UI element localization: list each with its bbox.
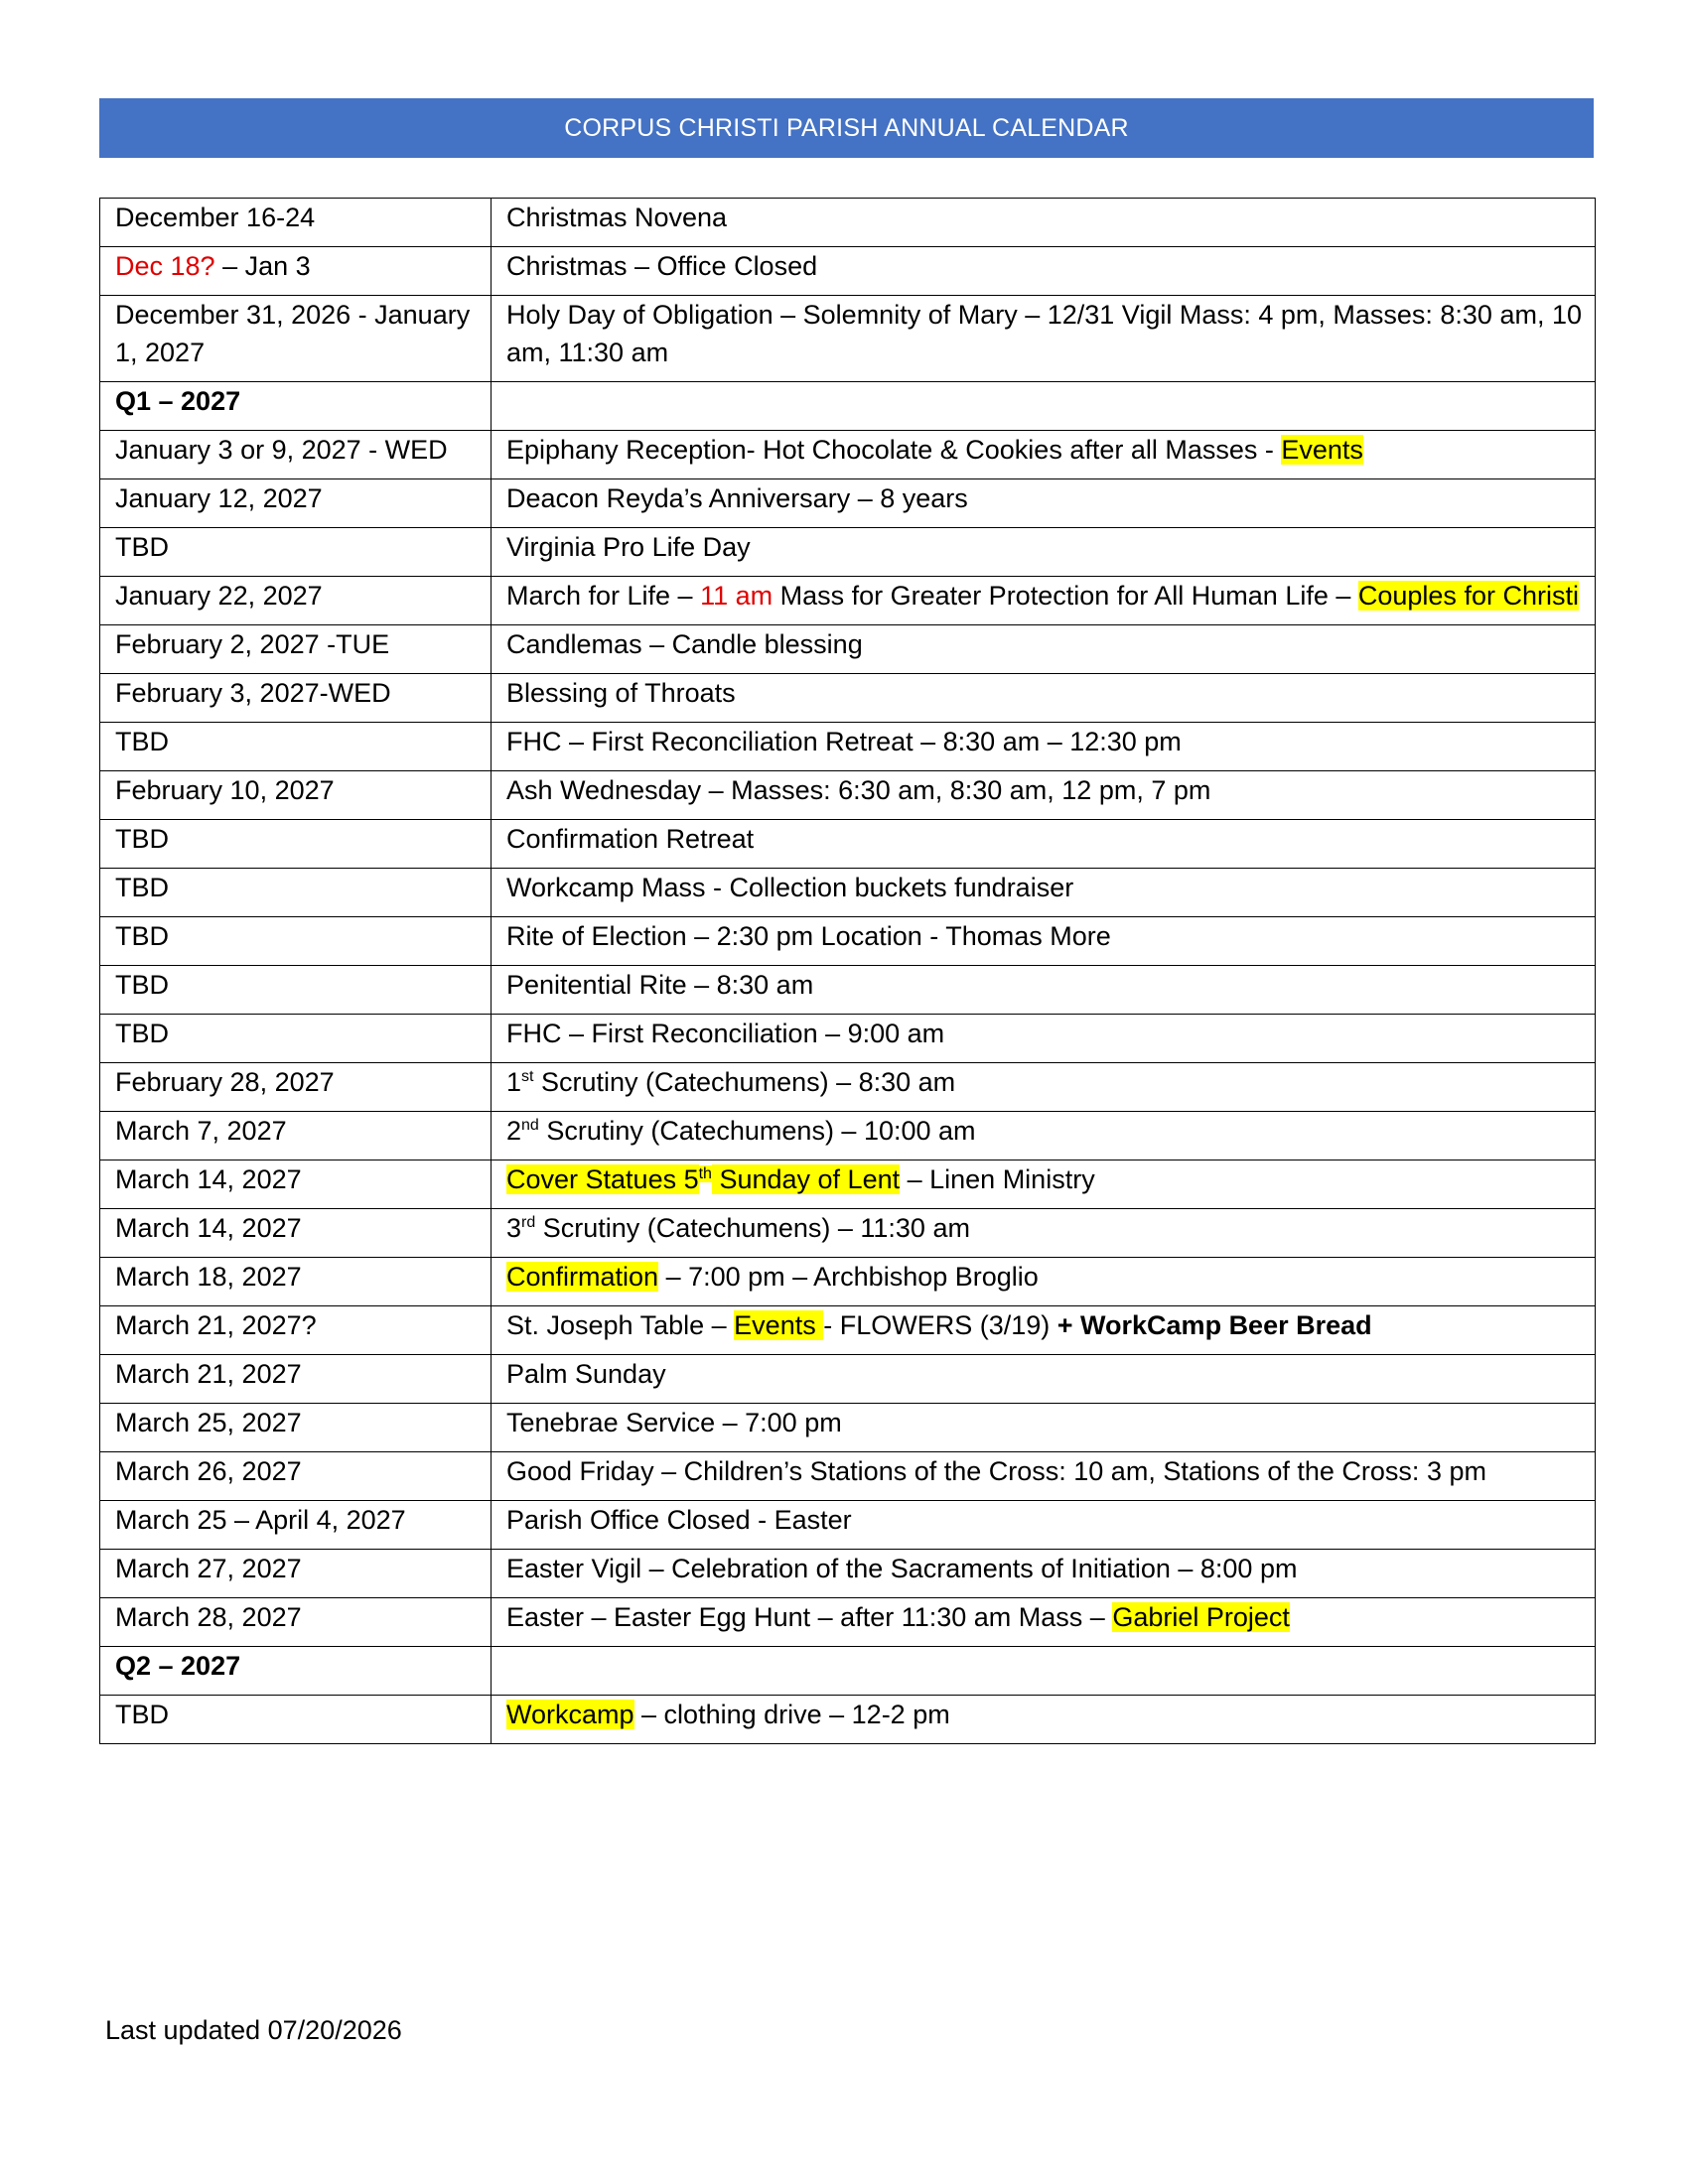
event-cell-text: Gabriel Project <box>1112 1602 1290 1632</box>
event-cell <box>492 1598 1596 1647</box>
event-cell <box>492 625 1596 674</box>
event-cell <box>492 1306 1596 1355</box>
date-cell-text: – Jan 3 <box>214 251 311 281</box>
event-cell-text: Scrutiny (Catechumens) – 8:30 am <box>533 1067 956 1097</box>
table-row <box>100 1112 1596 1160</box>
last-updated-note: Last updated 07/20/2026 <box>105 2015 402 2045</box>
date-cell <box>100 1063 492 1112</box>
date-cell-text: February 2, 2027 -TUE <box>115 629 390 659</box>
date-cell <box>100 1647 492 1696</box>
table-row <box>100 1306 1596 1355</box>
date-cell <box>100 674 492 723</box>
event-cell <box>492 723 1596 771</box>
event-cell <box>492 1452 1596 1501</box>
event-cell-text: 11 am <box>700 581 774 611</box>
event-cell-text: Penitential Rite – 8:30 am <box>506 970 814 1000</box>
date-cell-text: February 3, 2027-WED <box>115 678 391 708</box>
event-cell <box>492 1355 1596 1404</box>
event-cell <box>492 528 1596 577</box>
date-cell-text: March 14, 2027 <box>115 1213 302 1243</box>
event-cell-text: 1 <box>506 1067 522 1097</box>
date-cell-text: March 14, 2027 <box>115 1164 302 1194</box>
event-cell-text: Christmas Novena <box>506 203 728 232</box>
date-cell <box>100 1112 492 1160</box>
event-cell-text: March for Life – <box>506 581 701 611</box>
date-cell <box>100 869 492 917</box>
event-cell <box>492 1258 1596 1306</box>
date-cell-text: January 12, 2027 <box>115 483 323 513</box>
event-cell-text: Rite of Election – 2:30 pm Location - Thomas More <box>506 921 1111 951</box>
event-cell <box>492 917 1596 966</box>
event-cell-text: Cover Statues 5 <box>506 1164 699 1194</box>
table-row <box>100 296 1596 382</box>
table-row <box>100 674 1596 723</box>
date-cell <box>100 1598 492 1647</box>
date-cell-text: March 18, 2027 <box>115 1262 302 1292</box>
event-cell-text: – 7:00 pm – Archbishop Broglio <box>658 1262 1039 1292</box>
date-cell <box>100 820 492 869</box>
event-cell <box>492 479 1596 528</box>
calendar-table <box>99 198 1596 1744</box>
date-cell <box>100 431 492 479</box>
date-cell <box>100 1550 492 1598</box>
date-cell <box>100 1306 492 1355</box>
table-row <box>100 869 1596 917</box>
event-cell-text: rd <box>521 1214 536 1231</box>
event-cell <box>492 869 1596 917</box>
table-row <box>100 1063 1596 1112</box>
date-cell <box>100 1696 492 1744</box>
calendar-table-body <box>100 199 1596 1744</box>
event-cell-text: st <box>521 1068 534 1085</box>
date-cell <box>100 479 492 528</box>
date-cell-text: March 25 – April 4, 2027 <box>115 1505 406 1535</box>
event-cell-text: - FLOWERS (3/19) <box>823 1310 1057 1340</box>
date-cell <box>100 1258 492 1306</box>
table-row <box>100 1598 1596 1647</box>
event-cell <box>492 966 1596 1015</box>
event-cell <box>492 1404 1596 1452</box>
table-row <box>100 1550 1596 1598</box>
event-cell-text: St. Joseph Table – <box>506 1310 735 1340</box>
event-cell-text: 2 <box>506 1116 522 1146</box>
date-cell <box>100 528 492 577</box>
event-cell-text: Candlemas – Candle blessing <box>506 629 863 659</box>
event-cell-text: Blessing of Throats <box>506 678 736 708</box>
event-cell-text: Scrutiny (Catechumens) – 11:30 am <box>535 1213 970 1243</box>
event-cell-text: Workcamp Mass - Collection buckets fundraiser <box>506 873 1074 902</box>
date-cell <box>100 1501 492 1550</box>
event-cell-text: Confirmation Retreat <box>506 824 755 854</box>
date-cell <box>100 199 492 247</box>
table-row <box>100 966 1596 1015</box>
event-cell-text: Events <box>734 1310 824 1340</box>
event-cell-text: Couples for Christi <box>1357 581 1579 611</box>
date-cell-text: March 7, 2027 <box>115 1116 287 1146</box>
date-cell-text: Dec 18? <box>115 251 215 281</box>
event-cell <box>492 296 1596 382</box>
date-cell-text: March 25, 2027 <box>115 1408 302 1437</box>
table-row <box>100 1355 1596 1404</box>
table-row <box>100 1209 1596 1258</box>
table-row <box>100 431 1596 479</box>
date-cell <box>100 1452 492 1501</box>
date-cell <box>100 1015 492 1063</box>
date-cell-text: February 10, 2027 <box>115 775 335 805</box>
event-cell <box>492 1696 1596 1744</box>
event-cell-text: Scrutiny (Catechumens) – 10:00 am <box>538 1116 976 1146</box>
date-cell <box>100 625 492 674</box>
event-cell <box>492 1063 1596 1112</box>
date-cell-text: March 28, 2027 <box>115 1602 302 1632</box>
date-cell <box>100 917 492 966</box>
table-row <box>100 577 1596 625</box>
table-row <box>100 917 1596 966</box>
date-cell <box>100 1404 492 1452</box>
table-row <box>100 1452 1596 1501</box>
date-cell-text: January 22, 2027 <box>115 581 323 611</box>
date-cell <box>100 296 492 382</box>
event-cell-text: Virginia Pro Life Day <box>506 532 751 562</box>
date-cell <box>100 247 492 296</box>
table-row <box>100 528 1596 577</box>
date-cell-text: TBD <box>115 970 169 1000</box>
table-row <box>100 247 1596 296</box>
event-cell <box>492 1015 1596 1063</box>
date-cell-text: December 31, 2026 - January 1, 2027 <box>115 300 471 367</box>
date-cell <box>100 771 492 820</box>
date-cell-text: TBD <box>115 873 169 902</box>
date-cell <box>100 1160 492 1209</box>
table-row <box>100 723 1596 771</box>
table-row <box>100 625 1596 674</box>
event-cell <box>492 1209 1596 1258</box>
event-cell-text: Events <box>1281 435 1363 465</box>
event-cell-text: – Linen Ministry <box>900 1164 1095 1194</box>
event-cell <box>492 382 1596 431</box>
table-row <box>100 1404 1596 1452</box>
event-cell <box>492 1112 1596 1160</box>
event-cell <box>492 771 1596 820</box>
date-cell <box>100 966 492 1015</box>
date-cell <box>100 1209 492 1258</box>
date-cell-text: March 27, 2027 <box>115 1554 302 1583</box>
event-cell <box>492 431 1596 479</box>
table-row <box>100 479 1596 528</box>
event-cell-text: Holy Day of Obligation – Solemnity of Mary – 12/31 Vigil Mass: 4 pm, Masses: 8:30 am, 10 am, 11:30 am <box>506 300 1582 367</box>
event-cell-text: Confirmation <box>506 1262 659 1292</box>
calendar-title: CORPUS CHRISTI PARISH ANNUAL CALENDAR <box>99 98 1594 158</box>
event-cell-text: Epiphany Reception- Hot Chocolate & Cookies after all Masses - <box>506 435 1282 465</box>
event-cell <box>492 1160 1596 1209</box>
date-cell-text: February 28, 2027 <box>115 1067 335 1097</box>
event-cell <box>492 577 1596 625</box>
date-cell-text: TBD <box>115 824 169 854</box>
event-cell-text: + WorkCamp Beer Bread <box>1056 1310 1372 1340</box>
event-cell-text: Mass for Greater Protection for All Human Life – <box>773 581 1358 611</box>
date-cell-text: TBD <box>115 1700 169 1729</box>
table-row <box>100 382 1596 431</box>
date-cell-text: TBD <box>115 532 169 562</box>
table-row <box>100 1647 1596 1696</box>
table-row <box>100 1015 1596 1063</box>
date-cell-text: December 16-24 <box>115 203 316 232</box>
event-cell <box>492 199 1596 247</box>
date-cell-text: TBD <box>115 921 169 951</box>
event-cell <box>492 674 1596 723</box>
event-cell-text: Good Friday – Children’s Stations of the Cross: 10 am, Stations of the Cross: 3 pm <box>506 1456 1486 1486</box>
event-cell-text: Tenebrae Service – 7:00 pm <box>506 1408 842 1437</box>
table-row <box>100 1696 1596 1744</box>
date-cell <box>100 382 492 431</box>
table-row <box>100 1160 1596 1209</box>
table-row <box>100 199 1596 247</box>
event-cell-text: Christmas – Office Closed <box>506 251 818 281</box>
event-cell-text: Parish Office Closed - Easter <box>506 1505 852 1535</box>
date-cell-text: Q2 – 2027 <box>115 1651 241 1681</box>
table-row <box>100 1258 1596 1306</box>
date-cell <box>100 723 492 771</box>
table-row <box>100 771 1596 820</box>
event-cell-text: Ash Wednesday – Masses: 6:30 am, 8:30 am, 12 pm, 7 pm <box>506 775 1211 805</box>
date-cell <box>100 1355 492 1404</box>
event-cell-text: nd <box>521 1117 539 1134</box>
event-cell <box>492 820 1596 869</box>
date-cell-text: March 21, 2027? <box>115 1310 317 1340</box>
event-cell-text: Easter Vigil – Celebration of the Sacraments of Initiation – 8:00 pm <box>506 1554 1298 1583</box>
table-row <box>100 820 1596 869</box>
event-cell-text: Workcamp <box>506 1700 634 1729</box>
date-cell-text: TBD <box>115 727 169 756</box>
event-cell <box>492 247 1596 296</box>
event-cell <box>492 1501 1596 1550</box>
event-cell-text: Easter – Easter Egg Hunt – after 11:30 am Mass – <box>506 1602 1113 1632</box>
event-cell-text: Palm Sunday <box>506 1359 666 1389</box>
event-cell <box>492 1550 1596 1598</box>
event-cell-text: – clothing drive – 12-2 pm <box>633 1700 950 1729</box>
event-cell-text: FHC – First Reconciliation Retreat – 8:30 am – 12:30 pm <box>506 727 1182 756</box>
date-cell-text: January 3 or 9, 2027 - WED <box>115 435 448 465</box>
event-cell-text: Sunday of Lent <box>711 1164 901 1194</box>
date-cell-text: Q1 – 2027 <box>115 386 241 416</box>
date-cell-text: March 21, 2027 <box>115 1359 302 1389</box>
event-cell-text: FHC – First Reconciliation – 9:00 am <box>506 1019 945 1048</box>
event-cell-text: Deacon Reyda’s Anniversary – 8 years <box>506 483 968 513</box>
date-cell-text: TBD <box>115 1019 169 1048</box>
event-cell <box>492 1647 1596 1696</box>
event-cell-text: th <box>698 1165 712 1182</box>
date-cell <box>100 577 492 625</box>
date-cell-text: March 26, 2027 <box>115 1456 302 1486</box>
event-cell-text: 3 <box>506 1213 522 1243</box>
table-row <box>100 1501 1596 1550</box>
